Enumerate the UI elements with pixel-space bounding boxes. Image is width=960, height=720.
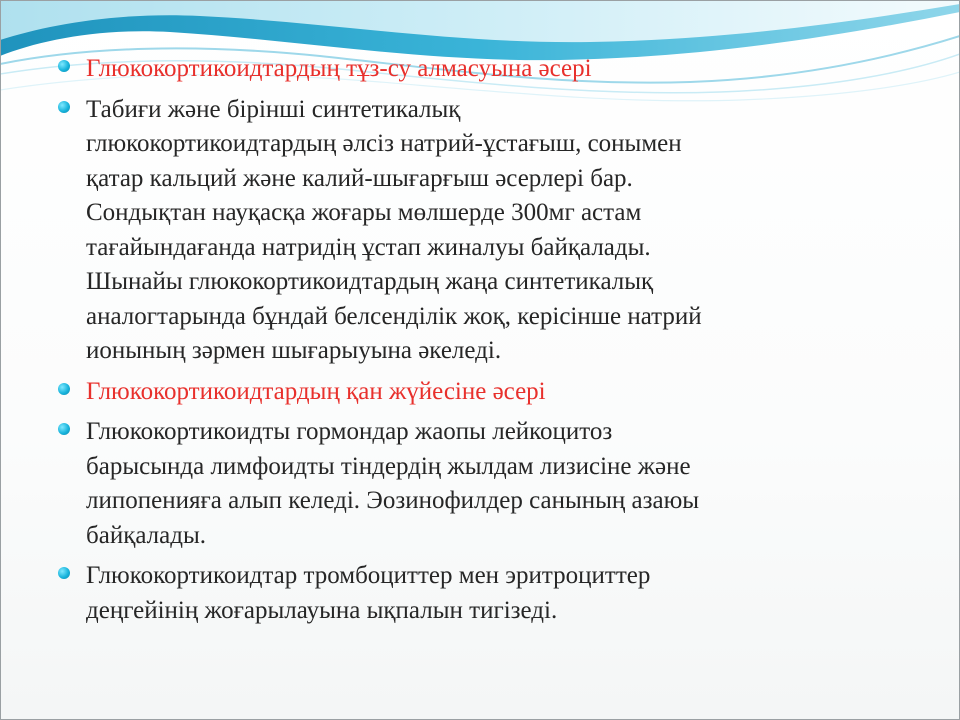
bullet-item-lymphoid-effect	[58, 415, 908, 553]
bullet-line: Глюкокортикоидтардың қан жүйесіне әсері	[86, 377, 546, 405]
bullet-dot-icon	[58, 383, 70, 395]
bullet-line: барысында лимфоидты тіндердің жылдам лизисіне және	[86, 452, 691, 480]
bullet-line: Табиғи және бірінші синтетикалық	[86, 95, 461, 123]
bullet-line: Глюкокортикоидтар тромбоциттер мен эритроциттер	[86, 562, 651, 589]
bullet-text	[86, 375, 908, 410]
bullet-dot-icon	[58, 423, 70, 435]
bullet-line: байқалады.	[86, 521, 206, 549]
bullet-line: деңгейінің жоғарылауына ықпалын тигізеді.	[86, 596, 558, 624]
bullet-text	[86, 415, 908, 553]
bullet-line: липопенияға алып келеді. Эозинофилдер санының азаюы	[86, 487, 700, 514]
bullet-text	[86, 93, 908, 369]
bullet-item-sodium-effect	[58, 93, 908, 369]
bullet-dot-icon	[58, 567, 70, 579]
bullet-dot-icon	[58, 101, 70, 113]
bullet-list	[58, 52, 908, 634]
bullet-item-platelet-effect	[58, 559, 908, 628]
bullet-line: ионының зәрмен шығарыуына әкеледі.	[86, 337, 502, 364]
bullet-text	[86, 52, 908, 87]
bullet-text	[86, 559, 908, 628]
bullet-line: аналогтарында бұндай белсенділік жоқ, керісінше натрий	[86, 302, 702, 330]
bullet-line: Глюкокортикоидты гормондар жаопы лейкоцитоз	[86, 418, 613, 445]
bullet-line: тағайындағанда натридің ұстап жиналуы байқалады.	[86, 233, 651, 261]
bullet-line: Глюкокортикоидтардың тұз-су алмасуына әсері	[86, 55, 592, 82]
bullet-line: қатар кальций және калий-шығарғыш әсерлері бар.	[86, 164, 633, 192]
bullet-line: Сондықтан науқасқа жоғары мөлшерде 300мг астам	[86, 199, 642, 226]
bullet-item-heading-blood-system	[58, 375, 908, 410]
bullet-dot-icon	[58, 60, 70, 72]
bullet-line: Шынайы глюкокортикоидтардың жаңа синтетикалық	[86, 268, 654, 295]
bullet-line: глюкокортикоидтардың әлсіз натрий-ұстағыш, сонымен	[86, 130, 682, 157]
bullet-item-heading-salt-water	[58, 52, 908, 87]
